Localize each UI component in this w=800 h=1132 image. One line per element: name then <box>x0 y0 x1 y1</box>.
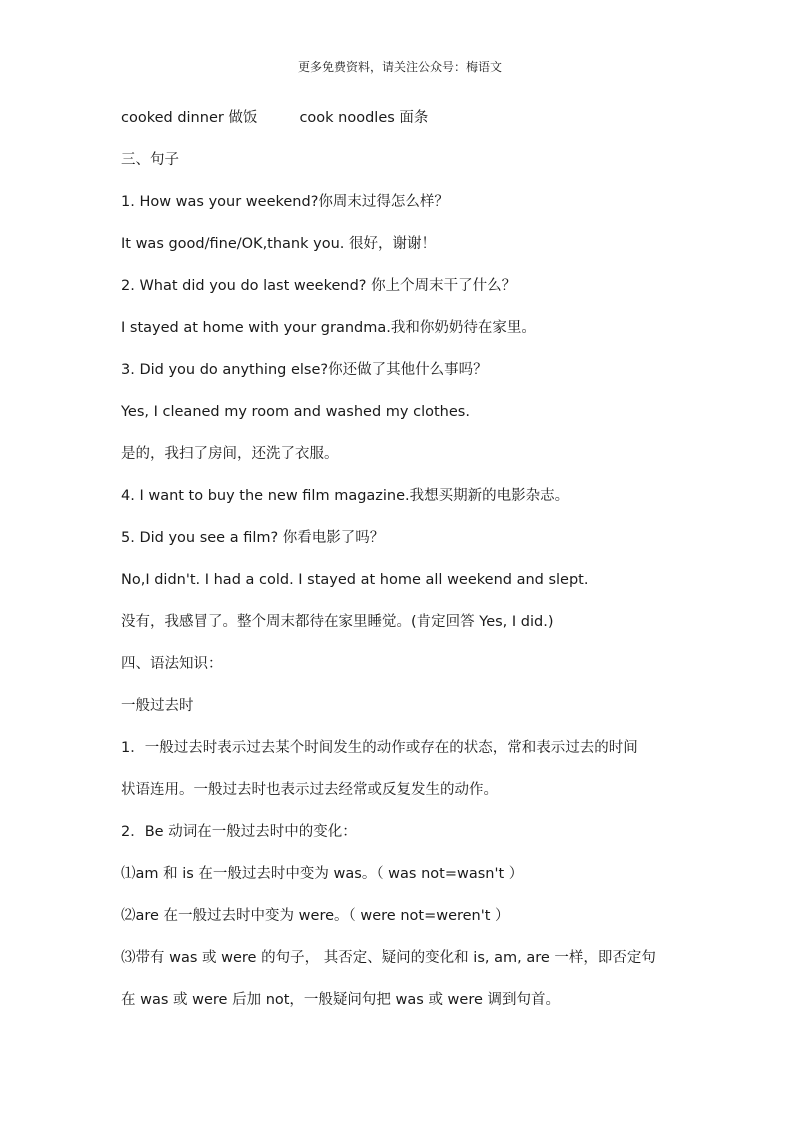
grammar-point-2-item-1: ⑴am 和 is 在一般过去时中变为 was。（ was not=wasn't ） <box>121 866 524 882</box>
sentence-3-question: 3. Did you do anything else?你还做了其他什么事吗？ <box>121 362 488 378</box>
grammar-topic-title: 一般过去时 <box>121 698 194 714</box>
sentence-4: 4. I want to buy the new film magazine.我想买期新的电影杂志。 <box>121 488 570 504</box>
grammar-point-2-item-3-line-2: 在 was 或 were 后加 not，一般疑问句把 was 或 were 调到句首。 <box>121 992 561 1008</box>
sentence-2-answer: I stayed at home with your grandma.我和你奶奶待在家里。 <box>121 320 536 336</box>
vocab-line <box>121 108 428 128</box>
section-heading-grammar: 四、语法知识： <box>121 656 223 672</box>
grammar-point-2-item-2: ⑵are 在一般过去时中变为 were。（ were not=weren't ） <box>121 908 510 924</box>
sentence-5-question: 5. Did you see a film? 你看电影了吗？ <box>121 530 385 546</box>
sentence-3-answer-en: Yes, I cleaned my room and washed my clothes. <box>121 404 470 420</box>
sentence-3-answer-zh: 是的，我扫了房间，还洗了衣服。 <box>121 446 339 462</box>
grammar-point-2-heading: 2．Be 动词在一般过去时中的变化： <box>121 824 357 840</box>
grammar-point-1-line-1: 1．一般过去时表示过去某个时间发生的动作或存在的状态，常和表示过去的时间 <box>121 740 638 756</box>
sentence-2-question: 2. What did you do last weekend? 你上个周末干了什么？ <box>121 278 517 294</box>
vocab-item-cooked-dinner: cooked dinner 做饭 <box>121 110 258 126</box>
section-heading-sentences: 三、句子 <box>121 152 179 168</box>
vocab-item-cook-noodles: cook noodles 面条 <box>299 110 429 126</box>
sentence-1-question: 1. How was your weekend?你周末过得怎么样？ <box>121 194 449 210</box>
sentence-1-answer: It was good/fine/OK,thank you. 很好，谢谢！ <box>121 236 436 252</box>
sentence-5-answer-zh: 没有，我感冒了。整个周末都待在家里睡觉。(肯定回答 Yes, I did.) <box>121 614 554 630</box>
sentence-5-answer-en: No,I didn't. I had a cold. I stayed at home all weekend and slept. <box>121 572 589 588</box>
grammar-point-1-line-2: 状语连用。一般过去时也表示过去经常或反复发生的动作。 <box>121 782 498 798</box>
page-header: 更多免费资料，请关注公众号：梅语文 <box>297 60 502 74</box>
grammar-point-2-item-3-line-1: ⑶带有 was 或 were 的句子， 其否定、疑问的变化和 is, am, are 一样，即否定句 <box>121 950 656 966</box>
